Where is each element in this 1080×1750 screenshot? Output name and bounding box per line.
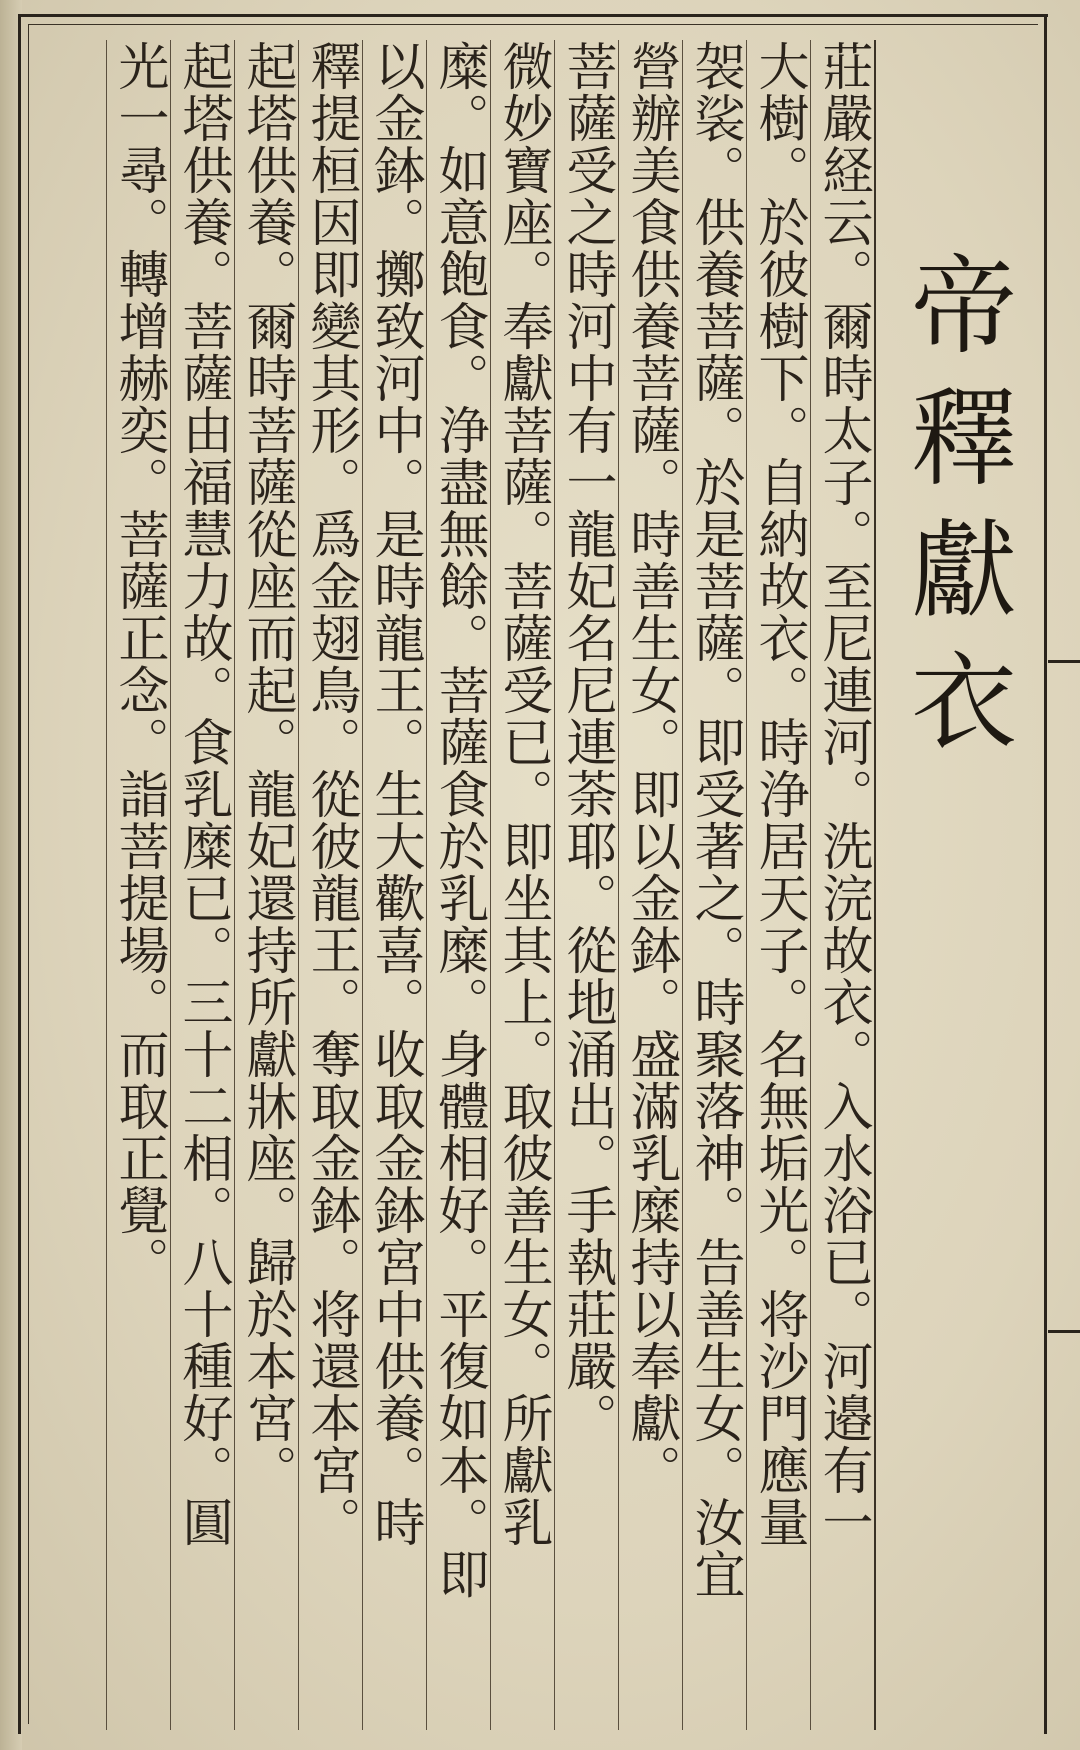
right-margin-rule (1044, 14, 1047, 1734)
text-column: 菩薩受之時河中有一龍妃名尼連荼耶。從地涌出。手執莊嚴。 (554, 40, 618, 1730)
text-column: 起塔供養。爾時菩薩從座而起。龍妃還持所獻牀座。歸於本宮。 (234, 40, 298, 1730)
page-title: 帝釋獻衣 (874, 40, 1036, 1730)
text-column: 光一尋。轉增赫奕。菩薩正念。詣菩提場。而取正覺。 (106, 40, 170, 1730)
text-column: 以金鉢。擲致河中。是時龍王。生大歡喜。收取金鉢宮中供養。時 (362, 40, 426, 1730)
text-column: 莊嚴経云。爾時太子。至尼連河。洗浣故衣。入水浴已。河邉有一 (810, 40, 874, 1730)
margin-mark (1048, 660, 1080, 663)
text-column: 微妙寶座。奉獻菩薩。菩薩受已。即坐其上。取彼善生女。所獻乳 (490, 40, 554, 1730)
text-column: 糜。如意飽食。浄盡無餘。菩薩食於乳糜。身體相好。平復如本。即 (426, 40, 490, 1730)
margin-mark (1048, 1330, 1080, 1333)
text-column: 營辦美食供養菩薩。時善生女。即以金鉢。盛滿乳糜持以奉獻。 (618, 40, 682, 1730)
text-column: 釋提桓因即變其形。爲金翅鳥。從彼龍王。奪取金鉢。将還本宮。 (298, 40, 362, 1730)
text-column: 起塔供養。菩薩由福慧力故。食乳糜已。三十二相。八十種好。圓 (170, 40, 234, 1730)
text-columns (36, 40, 1036, 1730)
text-column: 袈裟。供養菩薩。於是菩薩。即受著之。時聚落神。告善生女。汝宜 (682, 40, 746, 1730)
text-column: 大樹。於彼樹下。自納故衣。時浄居天子。名無垢光。将沙門應量 (746, 40, 810, 1730)
